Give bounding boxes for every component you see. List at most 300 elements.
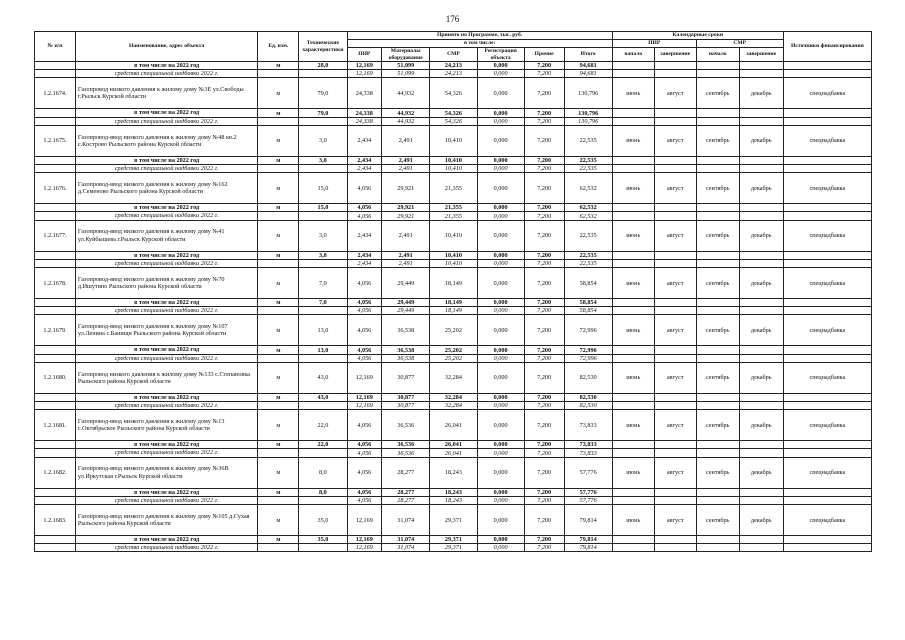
header-name: Наименование, адрес объекта [75,32,257,62]
cell-pir-end [654,109,696,117]
cell-other: 7,200 [524,212,564,220]
special-funds-row [35,496,872,504]
cell-num [35,259,76,267]
cell-materials: 44,932 [382,78,430,109]
object-row [35,220,872,251]
cell-materials: 2,491 [382,165,430,173]
cell-total: 22,535 [564,259,612,267]
cell-pir-start [612,109,654,117]
cell-smr-end [739,117,783,125]
cell-total: 79,814 [564,536,612,544]
cell-smr-end [739,156,783,164]
cell-total: 79,814 [564,505,612,536]
cell-smr-start: сентябрь [696,457,739,488]
cell-other: 7,200 [524,457,564,488]
cell-pir-start [612,496,654,504]
cell-name: в том числе на 2022 год [75,299,257,307]
header-pir: ПИР [347,48,382,62]
cell-pir-start [612,212,654,220]
cell-num [35,488,76,496]
cell-tech [299,449,347,457]
cell-other: 7,200 [524,220,564,251]
cell-other: 7,200 [524,393,564,401]
cell-pir: 2,434 [347,165,382,173]
cell-name: Газопровод низкого давления к жилому дому №133 с.Степановка Рыльского района Курской области [75,362,257,393]
cell-smr: 18,243 [430,457,477,488]
cell-pir-start: июнь [612,173,654,204]
cell-other: 7,200 [524,299,564,307]
cell-total: 94,681 [564,62,612,70]
cell-pir-end: август [654,315,696,346]
cell-smr: 29,371 [430,505,477,536]
cell-pir: 2,434 [347,251,382,259]
cell-smr-end [739,109,783,117]
cell-unit [258,496,299,504]
cell-smr: 26,041 [430,410,477,441]
cell-other: 7,200 [524,109,564,117]
cell-smr-end [739,449,783,457]
cell-smr: 10,410 [430,165,477,173]
cell-tech: 35,0 [299,505,347,536]
cell-other: 7,200 [524,402,564,410]
cell-num [35,544,76,552]
cell-pir-start [612,117,654,125]
cell-other: 7,200 [524,251,564,259]
cell-materials: 36,538 [382,315,430,346]
cell-source [783,165,871,173]
cell-pir: 2,434 [347,220,382,251]
cell-name: Газопровод-ввод низкого давления к жилому дому №105 д.Сухая Рыльского района Курской области [75,505,257,536]
cell-num [35,393,76,401]
cell-smr-end [739,204,783,212]
cell-num: 1.2.1674. [35,78,76,109]
cell-pir-start [612,259,654,267]
special-funds-row [35,212,872,220]
cell-pir-start [612,346,654,354]
cell-unit: м [258,410,299,441]
cell-unit: м [258,251,299,259]
cell-source: спецнадбавка [783,78,871,109]
cell-reg: 0,000 [477,251,524,259]
special-funds-row [35,307,872,315]
cell-name: в том числе на 2022 год [75,109,257,117]
cell-source: спецнадбавка [783,410,871,441]
cell-pir: 4,056 [347,307,382,315]
cell-pir-end [654,496,696,504]
cell-unit [258,212,299,220]
subtotal-row [35,62,872,70]
cell-total: 57,776 [564,488,612,496]
cell-num: 1.2.1678. [35,268,76,299]
cell-tech [299,307,347,315]
cell-pir-start [612,544,654,552]
cell-smr: 54,326 [430,78,477,109]
cell-num [35,156,76,164]
cell-pir-end: август [654,457,696,488]
cell-pir-start: июнь [612,220,654,251]
cell-num: 1.2.1675. [35,125,76,156]
cell-num: 1.2.1682. [35,457,76,488]
cell-name: в том числе на 2022 год [75,346,257,354]
object-row [35,315,872,346]
cell-source [783,354,871,362]
cell-pir: 4,056 [347,268,382,299]
cell-name: средства специальной надбавки 2022 г. [75,449,257,457]
cell-materials: 29,449 [382,299,430,307]
cell-materials: 28,277 [382,488,430,496]
cell-materials: 31,074 [382,544,430,552]
cell-pir-start: июнь [612,457,654,488]
cell-smr-end [739,393,783,401]
cell-other: 7,200 [524,441,564,449]
cell-source [783,109,871,117]
cell-pir: 4,056 [347,299,382,307]
cell-smr: 29,371 [430,536,477,544]
cell-name: Газопровод низкого давления к жилому дому №3Е ул.Свободы г.Рыльск Курской области [75,78,257,109]
cell-smr: 10,410 [430,251,477,259]
cell-pir-end [654,449,696,457]
cell-name: Газопровод-ввод низкого давления к жилому дому №48 кв.2 с.Кострово Рыльского района Курской области [75,125,257,156]
cell-smr: 26,041 [430,441,477,449]
cell-tech: 15,0 [299,204,347,212]
cell-reg: 0,000 [477,544,524,552]
cell-pir-start [612,62,654,70]
cell-total: 62,532 [564,204,612,212]
cell-other: 7,200 [524,496,564,504]
cell-pir-end [654,354,696,362]
cell-reg: 0,000 [477,536,524,544]
cell-name: средства специальной надбавки 2022 г. [75,402,257,410]
header-calendar: Календарные сроки [612,32,783,40]
cell-reg: 0,000 [477,402,524,410]
cell-smr-start [696,488,739,496]
cell-num: 1.2.1676. [35,173,76,204]
header-smr: СМР [430,48,477,62]
cell-pir-end [654,536,696,544]
cell-smr-start [696,496,739,504]
cell-tech [299,544,347,552]
header-materials: Материалы оборудование [382,48,430,62]
cell-name: Газопровод-ввод низкого давления к жилому дому №36В ул.Иркутская г.Рыльск Курской области [75,457,257,488]
cell-pir-start [612,70,654,78]
cell-name: средства специальной надбавки 2022 г. [75,259,257,267]
cell-num [35,204,76,212]
cell-materials: 2,491 [382,125,430,156]
cell-pir: 12,169 [347,402,382,410]
cell-total: 62,532 [564,212,612,220]
cell-tech: 7,0 [299,268,347,299]
cell-name: средства специальной надбавки 2022 г. [75,165,257,173]
cell-source: спецнадбавка [783,315,871,346]
cell-name: средства специальной надбавки 2022 г. [75,354,257,362]
cell-smr-end: декабрь [739,78,783,109]
cell-name: средства специальной надбавки 2022 г. [75,307,257,315]
cell-materials: 44,932 [382,109,430,117]
cell-tech [299,259,347,267]
cell-num [35,251,76,259]
cell-smr-end [739,212,783,220]
cell-smr-start [696,109,739,117]
cell-source [783,496,871,504]
cell-pir: 2,434 [347,156,382,164]
cell-total: 72,996 [564,315,612,346]
cell-materials: 28,277 [382,496,430,504]
cell-materials: 36,538 [382,354,430,362]
cell-smr: 25,202 [430,354,477,362]
cell-other: 7,200 [524,156,564,164]
cell-total: 58,854 [564,299,612,307]
subtotal-row [35,441,872,449]
cell-materials: 51,099 [382,70,430,78]
cell-source [783,307,871,315]
cell-reg: 0,000 [477,441,524,449]
cell-other: 7,200 [524,410,564,441]
cell-smr-start: сентябрь [696,173,739,204]
cell-name: в том числе на 2022 год [75,62,257,70]
cell-materials: 30,877 [382,393,430,401]
cell-smr-start [696,212,739,220]
cell-name: Газопровод-ввод низкого давления к жилому дому №41 ул.Куйбышева г.Рыльск Курской области [75,220,257,251]
object-row [35,410,872,441]
cell-materials: 36,538 [382,346,430,354]
cell-smr-end [739,259,783,267]
cell-unit: м [258,362,299,393]
cell-total: 82,530 [564,393,612,401]
cell-num [35,449,76,457]
cell-other: 7,200 [524,204,564,212]
subtotal-row [35,393,872,401]
table-header [35,32,872,62]
cell-name: в том числе на 2022 год [75,441,257,449]
cell-total: 130,796 [564,117,612,125]
cell-materials: 29,921 [382,204,430,212]
cell-unit: м [258,204,299,212]
cell-pir-end [654,393,696,401]
cell-pir: 12,169 [347,544,382,552]
cell-num: 1.2.1681. [35,410,76,441]
cell-name: Газопровод-ввод низкого давления к жилому дому №13 с.Октябрьское Рыльского района Курской области [75,410,257,441]
cell-total: 72,996 [564,354,612,362]
cell-unit: м [258,109,299,117]
cell-reg: 0,000 [477,410,524,441]
cell-materials: 31,074 [382,505,430,536]
cell-other: 7,200 [524,449,564,457]
cell-pir-start: июнь [612,125,654,156]
cell-other: 7,200 [524,70,564,78]
cell-reg: 0,000 [477,165,524,173]
cell-other: 7,200 [524,125,564,156]
object-row [35,78,872,109]
header-program: Принято по Программе, тыс. руб. [347,32,612,40]
cell-reg: 0,000 [477,299,524,307]
cell-num: 1.2.1679. [35,315,76,346]
cell-pir-end [654,165,696,173]
cell-source [783,117,871,125]
cell-smr-start: сентябрь [696,315,739,346]
cell-other: 7,200 [524,259,564,267]
cell-smr: 25,202 [430,315,477,346]
cell-tech: 22,0 [299,410,347,441]
cell-smr-start [696,307,739,315]
cell-pir-end [654,156,696,164]
cell-tech: 79,0 [299,109,347,117]
cell-pir-end [654,544,696,552]
cell-source [783,402,871,410]
cell-unit: м [258,62,299,70]
cell-smr-start [696,62,739,70]
cell-smr: 18,149 [430,307,477,315]
cell-smr: 26,041 [430,449,477,457]
cell-num [35,299,76,307]
cell-smr-end [739,251,783,259]
cell-total: 73,833 [564,449,612,457]
cell-source [783,204,871,212]
cell-smr-end [739,70,783,78]
cell-pir: 12,169 [347,70,382,78]
cell-pir-start [612,251,654,259]
cell-pir-start [612,165,654,173]
cell-smr-end [739,402,783,410]
cell-source [783,212,871,220]
cell-other: 7,200 [524,544,564,552]
subtotal-row [35,488,872,496]
cell-tech: 22,0 [299,441,347,449]
cell-smr-end: декабрь [739,410,783,441]
cell-tech [299,165,347,173]
cell-source [783,544,871,552]
cell-total: 62,532 [564,173,612,204]
cell-tech: 43,0 [299,362,347,393]
cell-smr: 25,202 [430,346,477,354]
object-row [35,125,872,156]
cell-num [35,117,76,125]
header-other: Прочие [524,48,564,62]
cell-pir-end: август [654,78,696,109]
cell-other: 7,200 [524,78,564,109]
header-unit: Ед. изм. [258,32,299,62]
cell-pir-end [654,346,696,354]
page-number: 176 [445,14,460,24]
header-tech: Технические характеристики [299,32,347,62]
cell-smr: 24,213 [430,62,477,70]
cell-total: 73,833 [564,410,612,441]
cell-tech: 35,0 [299,536,347,544]
subtotal-row [35,109,872,117]
cell-reg: 0,000 [477,354,524,362]
cell-tech: 13,0 [299,315,347,346]
cell-smr: 54,326 [430,117,477,125]
cell-other: 7,200 [524,307,564,315]
cell-pir-start [612,204,654,212]
cell-smr-start [696,117,739,125]
cell-pir-end [654,307,696,315]
cell-other: 7,200 [524,315,564,346]
special-funds-row [35,117,872,125]
cell-pir: 2,434 [347,125,382,156]
cell-source: спецнадбавка [783,268,871,299]
cell-tech: 15,0 [299,173,347,204]
cell-total: 22,535 [564,220,612,251]
cell-smr-end [739,354,783,362]
cell-smr: 10,410 [430,125,477,156]
header-num: № п/п [35,32,76,62]
cell-tech: 13,0 [299,346,347,354]
cell-source: спецнадбавка [783,173,871,204]
cell-pir-end [654,488,696,496]
cell-total: 57,776 [564,457,612,488]
cell-source: спецнадбавка [783,220,871,251]
cell-name: в том числе на 2022 год [75,251,257,259]
cell-unit [258,259,299,267]
cell-unit: м [258,299,299,307]
cell-pir-start [612,393,654,401]
cell-smr-start [696,299,739,307]
special-funds-row [35,259,872,267]
cell-other: 7,200 [524,536,564,544]
cell-smr-end: декабрь [739,173,783,204]
cell-smr-end [739,346,783,354]
cell-materials: 30,877 [382,402,430,410]
cell-reg: 0,000 [477,62,524,70]
cell-name: средства специальной надбавки 2022 г. [75,496,257,504]
cell-tech [299,402,347,410]
cell-total: 72,996 [564,346,612,354]
cell-unit: м [258,457,299,488]
cell-name: в том числе на 2022 год [75,156,257,164]
cell-pir-end [654,204,696,212]
cell-name: Газопровод-ввод низкого давления к жилому дому №162 д.Семеново Рыльского района Курской области [75,173,257,204]
header-cal-smr: СМР [696,40,783,48]
cell-num [35,496,76,504]
cell-pir-start [612,449,654,457]
cell-source [783,156,871,164]
cell-name: в том числе на 2022 год [75,488,257,496]
cell-smr-end [739,299,783,307]
cell-name: в том числе на 2022 год [75,204,257,212]
cell-tech: 3,0 [299,220,347,251]
cell-reg: 0,000 [477,307,524,315]
cell-smr-end: декабрь [739,268,783,299]
header-reg: Регистрация объекта [477,48,524,62]
cell-pir-start [612,536,654,544]
cell-smr-end [739,441,783,449]
header-sources: Источники финансирования [783,32,871,62]
cell-other: 7,200 [524,505,564,536]
cell-reg: 0,000 [477,117,524,125]
cell-unit: м [258,315,299,346]
cell-num [35,402,76,410]
cell-smr: 18,243 [430,496,477,504]
cell-reg: 0,000 [477,204,524,212]
cell-smr-end [739,496,783,504]
cell-smr: 21,355 [430,173,477,204]
cell-source: спецнадбавка [783,505,871,536]
cell-smr-start: сентябрь [696,362,739,393]
cell-smr: 32,284 [430,402,477,410]
cell-other: 7,200 [524,346,564,354]
header-smr-start: начало [696,48,739,62]
cell-smr: 24,213 [430,70,477,78]
cell-reg: 0,000 [477,496,524,504]
cell-smr: 54,326 [430,109,477,117]
cell-smr: 10,410 [430,156,477,164]
subtotal-row [35,536,872,544]
cell-source [783,449,871,457]
cell-smr-start: сентябрь [696,125,739,156]
cell-pir-end: август [654,173,696,204]
cell-smr-start [696,544,739,552]
cell-total: 58,854 [564,268,612,299]
